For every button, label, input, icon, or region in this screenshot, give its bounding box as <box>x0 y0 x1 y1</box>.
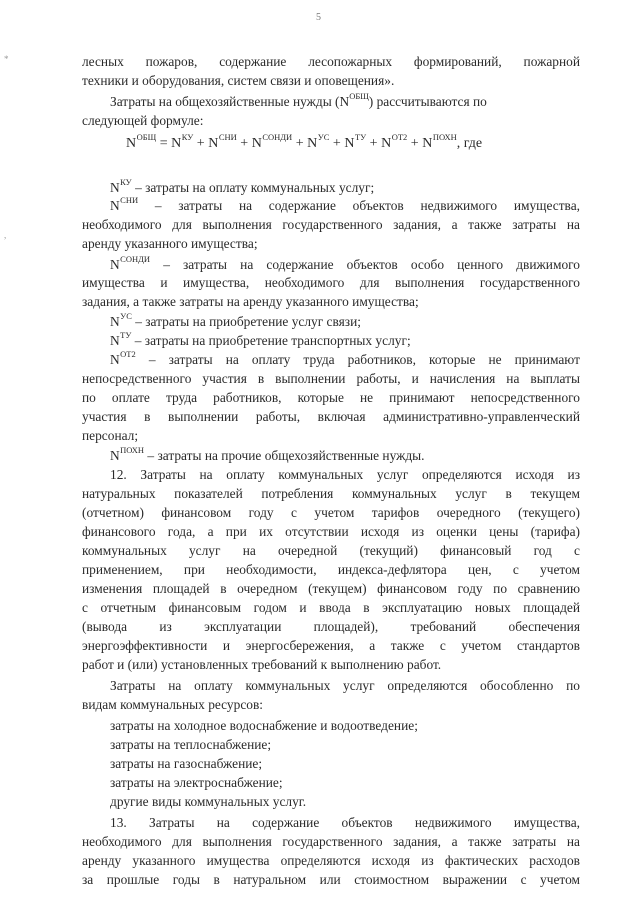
text-line: задания, а также затраты на аренду указанного имущества; <box>82 294 419 309</box>
list-item: другие виды коммунальных услуг. <box>110 794 307 809</box>
text-line: необходимого для выполнения государственного задания, а также затраты на <box>82 217 580 232</box>
formula-index: ОТ2 <box>391 132 408 142</box>
formula-index: КУ <box>181 132 194 142</box>
text-line: с отчетным финансовым годом и ввода в эксплуатацию новых площадей <box>82 600 580 615</box>
formula-operator: + <box>196 136 205 151</box>
definition-line <box>110 312 580 331</box>
formula-symbol: N <box>208 136 219 151</box>
superscript: ОБЩ <box>349 91 369 101</box>
text-line: необходимого для выполнения государственного задания, а также затраты на <box>82 834 580 849</box>
superscript: КУ <box>120 177 132 187</box>
formula-symbol: N <box>251 136 263 151</box>
formula-symbol: N <box>344 136 355 151</box>
text-line <box>110 92 580 111</box>
text-line: аренду указанного имущества; <box>82 236 258 251</box>
definition-line <box>110 178 580 197</box>
superscript: СОНДИ <box>120 254 151 264</box>
paragraph-12-start: 12. Затраты на оплату коммунальных услуг определяются исходя из <box>110 467 580 482</box>
definition-text: – затраты на оплату коммунальных услуг; <box>135 180 375 195</box>
text-line: (вывода из эксплуатации площадей), требований обеспечения <box>82 619 580 634</box>
definition-text: – затраты на оплату труда работников, которые не принимают <box>148 352 580 367</box>
superscript: УС <box>120 311 132 321</box>
list-item: затраты на электроснабжение; <box>110 775 283 790</box>
formula-index: ПОХН <box>432 132 457 142</box>
formula-operator: + <box>295 136 304 151</box>
superscript: СНИ <box>120 195 139 205</box>
formula-index: СНИ <box>218 132 237 142</box>
definition-symbol: N <box>110 333 121 348</box>
margin-mark: , <box>4 230 7 240</box>
definition-line <box>110 446 580 465</box>
definition-line <box>110 196 580 215</box>
formula-index: ТУ <box>354 132 367 142</box>
definition-symbol: N <box>110 448 121 463</box>
definition-symbol: N <box>110 257 121 272</box>
margin-mark: * <box>4 54 9 64</box>
formula-operator: + <box>369 136 378 151</box>
definition-text: – затраты на приобретение транспортных услуг; <box>134 333 411 348</box>
definition-text: – затраты на содержание объектов особо ценного движимого <box>163 257 580 272</box>
text-line: энергоэффективности и энергосбережения, а также с учетом стандартов <box>82 638 580 653</box>
formula-index: ОБЩ <box>136 132 157 142</box>
inline-text: ) рассчитываются по <box>368 94 487 109</box>
text-line: имущества и имущества, необходимого для выполнения государственного <box>82 275 580 290</box>
paragraph-13-start: 13. Затраты на содержание объектов недвижимого имущества, <box>110 815 580 830</box>
text-line: натуральных показателей потребления коммунальных услуг в текущем <box>82 486 580 501</box>
formula-symbol: N <box>171 136 182 151</box>
superscript: ПОХН <box>120 445 145 455</box>
definition-line <box>110 331 580 350</box>
definition-symbol: N <box>110 314 121 329</box>
text-line: техники и оборудования, систем связи и оповещения». <box>82 73 395 88</box>
text-line: изменения площадей в очередном (текущем) финансовом году по сравнению <box>82 581 580 596</box>
text-line: (отчетном) финансовом году с учетом тарифов очередного (текущего) <box>82 505 580 520</box>
formula-operator: + <box>332 136 341 151</box>
definition-line <box>110 350 580 369</box>
definition-line <box>110 255 580 274</box>
text-line: применением, при необходимости, индекса-дефлятора цен, с учетом <box>82 562 580 577</box>
superscript: ОТ2 <box>120 349 136 359</box>
definition-text: – затраты на прочие общехозяйственные нужды. <box>147 448 425 463</box>
text-line: видам коммунальных ресурсов: <box>82 697 264 712</box>
formula-operator: + <box>240 136 249 151</box>
definition-symbol: N <box>110 352 121 367</box>
definition-text: – затраты на приобретение услуг связи; <box>135 314 361 329</box>
formula-symbol: N <box>422 136 433 151</box>
formula-operator: + <box>410 136 419 151</box>
formula-index: УС <box>317 132 330 142</box>
formula-symbol: N <box>126 136 137 151</box>
text-line: за прошлые годы в натуральном или стоимостном выражении с учетом <box>82 872 580 887</box>
page-number: 5 <box>316 12 321 23</box>
list-item: затраты на теплоснабжение; <box>110 737 272 752</box>
definition-text: – затраты на содержание объектов недвижимого имущества, <box>154 198 580 213</box>
definition-symbol: N <box>110 180 121 195</box>
text-line: лесных пожаров, содержание лесопожарных формирований, пожарной <box>82 54 580 69</box>
formula-symbol: N <box>307 136 318 151</box>
text-line: непосредственного участия в выполнении работы, и начисления на выплаты <box>82 371 580 386</box>
text-line: Затраты на оплату коммунальных услуг определяются обособленно по <box>110 678 580 693</box>
text-line: следующей формуле: <box>82 113 204 128</box>
text-line: финансового года, а при их отсутствии исходя из оценки цены (тарифа) <box>82 524 580 539</box>
text-line: работ и (или) установленных требований к выполнению работ. <box>82 657 442 672</box>
list-item: затраты на газоснабжение; <box>110 756 263 771</box>
text-line: по оплате труда работников, которые не принимают непосредственного <box>82 390 580 405</box>
list-item: затраты на холодное водоснабжение и водоотведение; <box>110 718 418 733</box>
formula <box>126 132 483 152</box>
formula-tail: , где <box>456 136 483 151</box>
text-line: участия в выполнении работы, включая административно-управленческий <box>82 409 580 424</box>
superscript: ТУ <box>120 330 132 340</box>
formula-operator: = <box>159 136 168 151</box>
text-line: коммунальных услуг на очередной (текущий) финансовый год с <box>82 543 580 558</box>
formula-index: СОНДИ <box>262 132 293 142</box>
formula-symbol: N <box>381 136 392 151</box>
definition-symbol: N <box>110 198 121 213</box>
inline-text: Затраты на общехозяйственные нужды (N <box>110 94 350 109</box>
text-line: персонал; <box>82 428 139 443</box>
text-line: аренду указанного имущества определяются исходя из фактических расходов <box>82 853 580 868</box>
